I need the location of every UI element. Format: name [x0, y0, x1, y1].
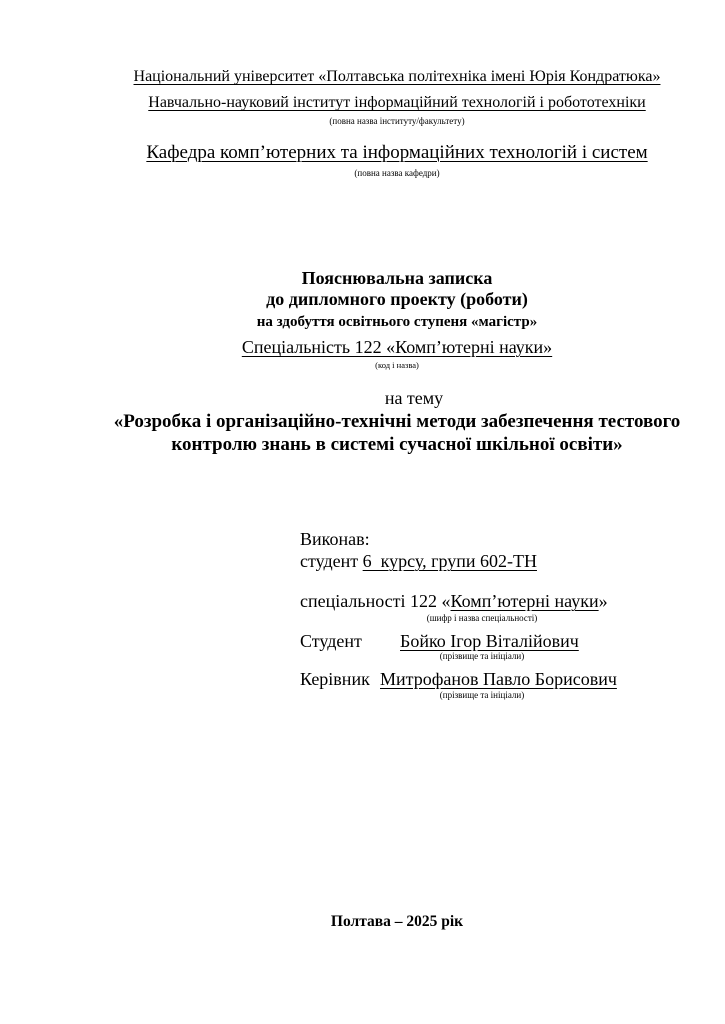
theme-label: на тему [384, 388, 444, 408]
footer-city-year: Полтава – 2025 рік [330, 913, 464, 930]
student-course-prefix: студент [300, 551, 363, 571]
university-name-text: Національний університет «Полтавська політехніка імені Юрія Кондратюка» [133, 68, 661, 85]
degree-line: на здобуття освітнього ступеня «магістр» [256, 314, 538, 330]
supervisor-name: Митрофанов Павло Борисович [380, 669, 617, 689]
theme-title [72, 410, 722, 456]
supervisor-row [300, 669, 640, 690]
department-caption: (повна назва кафедри) [354, 168, 440, 178]
document-title [72, 268, 722, 310]
specialty-detail-line [300, 591, 640, 612]
specialty-detail-suffix: » [598, 591, 608, 611]
institute-caption: (повна назва інституту/факультету) [329, 116, 465, 126]
specialty-caption: (код і назва) [375, 360, 419, 370]
document-title-line1: Пояснювальна записка [301, 268, 493, 288]
institute-name-text: Навчально-науковий інститут інформаційний технологій і робототехніки [148, 94, 646, 111]
theme-title-line1: «Розробка і організаційно-технічні методи забезпечення тестового [113, 411, 681, 432]
student-row [300, 631, 640, 652]
theme-title-line2: контролю знань в системі сучасної шкільної освіти» [171, 434, 623, 455]
document-title-line2: до дипломного проекту (роботи) [266, 289, 528, 309]
specialty-detail-caption: (шифр і назва спеціальності) [426, 613, 538, 623]
student-name: Бойко Ігор Віталійович [400, 631, 579, 651]
department-name-line [72, 142, 722, 164]
specialty-detail-prefix: спеціальності 122 « [300, 591, 451, 611]
supervisor-name-caption: (прізвище та ініціали) [439, 690, 525, 700]
student-name-caption: (прізвище та ініціали) [439, 651, 525, 661]
student-course-value: 6 курсу, групи 602-ТН [362, 551, 537, 571]
institute-name-line [72, 93, 722, 112]
supervisor-label: Керівник [300, 669, 370, 689]
specialty-line [72, 337, 722, 358]
student-course-line [300, 551, 640, 572]
department-name-text: Кафедра комп’ютерних та інформаційних технологій і систем [146, 142, 648, 163]
executor-heading: Виконав: [300, 529, 370, 549]
student-label: Студент [300, 631, 362, 651]
specialty-detail-value: Комп’ютерні науки [450, 591, 599, 611]
specialty-text: Спеціальність 122 «Комп’ютерні науки» [241, 337, 553, 357]
university-name-line [72, 67, 722, 86]
